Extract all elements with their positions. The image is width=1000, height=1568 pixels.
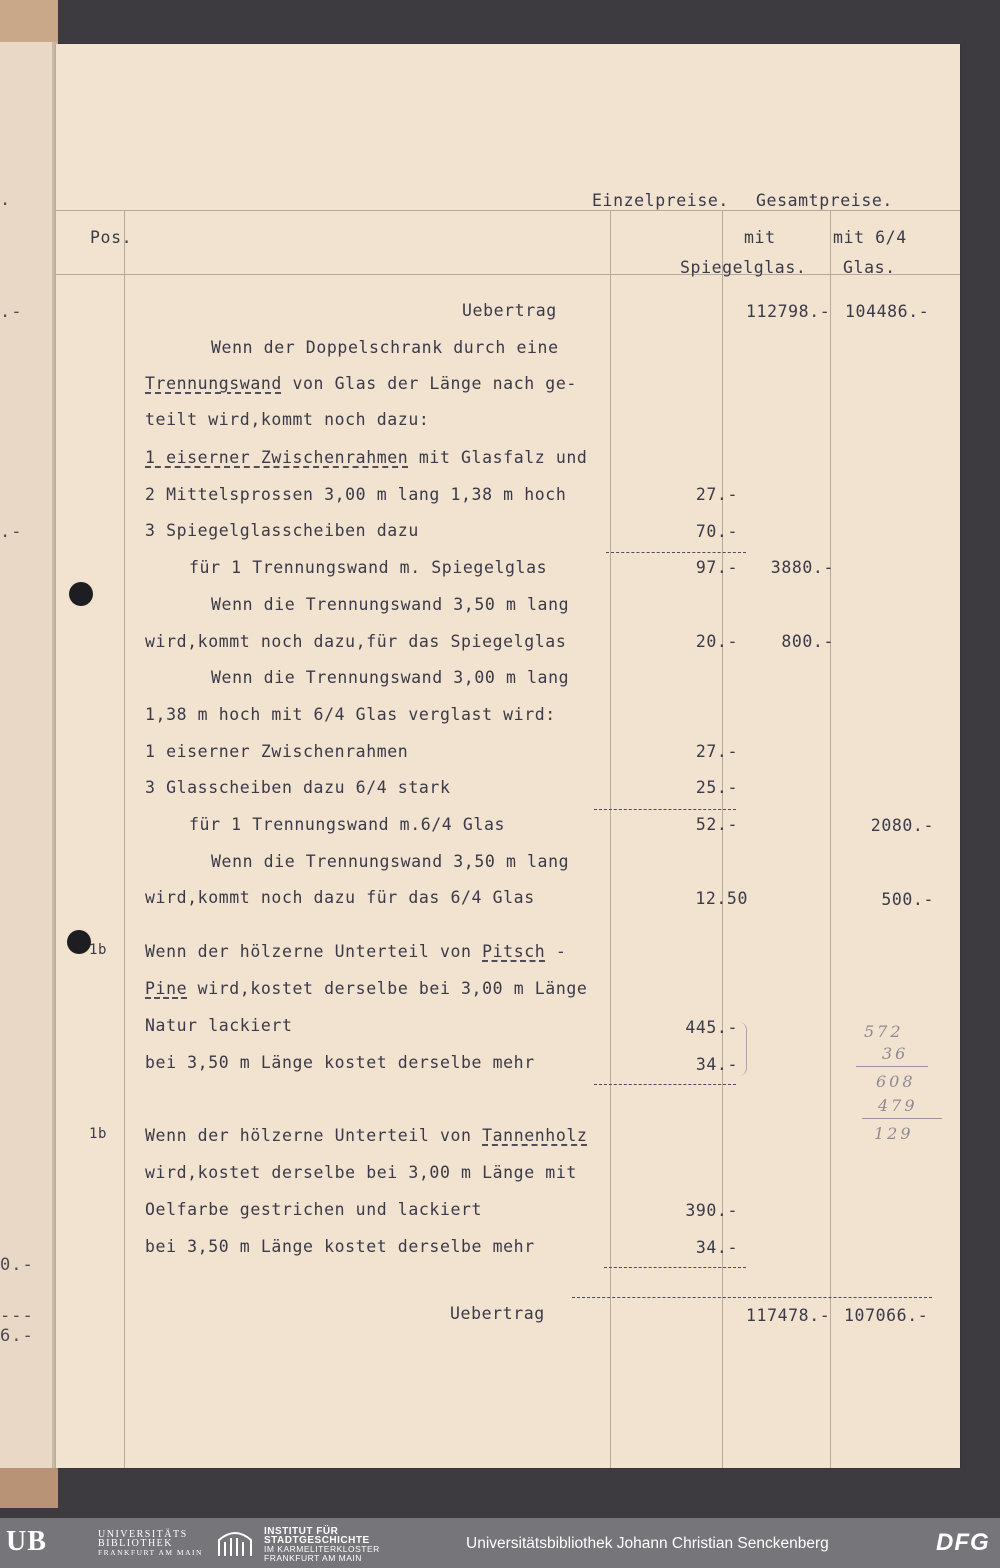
text-line: wird,kostet derselbe bei 3,00 m Länge mit <box>145 1163 577 1182</box>
glas-total: 2080.- <box>870 816 934 835</box>
prev-margin-item: 0.- <box>0 1255 34 1275</box>
pencil-brace <box>738 1022 747 1076</box>
einzelpreis-value: 34.- <box>695 1238 738 1257</box>
einzelpreis-value: 52.- <box>695 815 738 834</box>
text-line: wird,kommt noch dazu für das 6/4 Glas <box>145 888 535 907</box>
ub-logo-line: UNIVERSITÄTS <box>98 1529 188 1540</box>
institute-text <box>264 1527 380 1563</box>
einzelpreis-value: 27.- <box>695 742 738 761</box>
einzelpreis-value: 25.- <box>695 778 738 797</box>
text-segment: von Glas der Länge nach ge- <box>281 374 577 393</box>
document-page <box>56 44 960 1468</box>
binding-tape-bottom <box>0 1468 58 1508</box>
pencil-note: 36 <box>882 1044 909 1063</box>
library-name: Universitätsbibliothek Johann Christian Senckenberg <box>466 1535 829 1552</box>
pencil-rule <box>856 1066 928 1067</box>
text-line: Natur lackiert <box>145 1016 293 1035</box>
text-line: 1,38 m hoch mit 6/4 Glas verglast wird: <box>145 705 556 724</box>
spiegelglas-total: 800.- <box>781 632 834 651</box>
spiegelglas-total: 3880.- <box>770 558 834 577</box>
einzelpreis-value: 20.- <box>695 632 738 651</box>
total-dash-rule <box>572 1297 932 1298</box>
pencil-note: 572 <box>864 1022 904 1041</box>
header-gesamtpreise: Gesamtpreise. <box>756 191 893 210</box>
text-line <box>145 448 587 468</box>
text-line: für 1 Trennungswand m.6/4 Glas <box>189 815 506 834</box>
text-line: Wenn der Doppelschrank durch eine <box>211 338 559 357</box>
pos-number: 1b <box>89 1126 108 1142</box>
text-segment: mit Glasfalz und <box>408 448 588 467</box>
einzelpreis-value: 12.50 <box>695 889 748 908</box>
uebertrag-glas: 107066.- <box>844 1306 929 1325</box>
sum-dash-rule <box>606 552 746 553</box>
institute-logo-icon <box>215 1528 255 1558</box>
pos-column-rule <box>124 210 125 1468</box>
uebertrag-label: Uebertrag <box>450 1304 545 1323</box>
header-glas: Glas. <box>843 258 896 277</box>
sum-dash-rule <box>604 1267 746 1268</box>
header-mit-64: mit 6/4 <box>833 228 907 247</box>
underlined-term: Tannenholz <box>482 1126 588 1145</box>
prev-margin-item: 6.- <box>0 1326 34 1346</box>
header-spiegelglas: Spiegelglas. <box>680 258 807 277</box>
underlined-term: 1 eiserner Zwischenrahmen <box>145 448 409 467</box>
einzelpreis-value: 390.- <box>685 1201 738 1220</box>
uebertrag-spiegelglas: 117478.- <box>746 1306 831 1325</box>
sum-dash-rule <box>594 809 736 810</box>
punch-hole <box>67 930 91 954</box>
ub-logo-line: BIBLIOTHEK <box>98 1538 173 1549</box>
pencil-rule <box>862 1118 942 1119</box>
einzelpreis-value: 445.- <box>685 1018 738 1037</box>
pencil-note: 608 <box>876 1072 916 1091</box>
text-line: für 1 Trennungswand m. Spiegelglas <box>189 558 548 577</box>
text-line: 3 Spiegelglasscheiben dazu <box>145 521 419 540</box>
header-einzelpreise: Einzelpreise. <box>592 191 729 210</box>
footer-bar <box>0 1518 1000 1568</box>
text-line: Wenn die Trennungswand 3,50 m lang <box>211 595 570 614</box>
pencil-note: 479 <box>878 1096 918 1115</box>
text-line: 1 eiserner Zwischenrahmen <box>145 742 409 761</box>
institute-line: STADTGESCHICHTE <box>264 1535 370 1546</box>
binding-tape-top <box>0 0 58 42</box>
spiegelglas-column-rule <box>722 210 723 1468</box>
pos-number: 1b <box>89 942 108 958</box>
text-line <box>145 374 577 394</box>
institute-line: FRANKFURT AM MAIN <box>264 1553 362 1563</box>
text-segment: Wenn der hölzerne Unterteil von <box>145 1126 483 1145</box>
text-line: teilt wird,kommt noch dazu: <box>145 410 430 429</box>
underlined-term: Pine <box>145 979 188 998</box>
prev-margin-item: .- <box>0 302 23 322</box>
uebertrag-spiegelglas: 112798.- <box>746 302 831 321</box>
text-line <box>145 942 566 962</box>
header-rule-bottom <box>56 274 960 275</box>
underlined-term: Trennungswand <box>145 374 282 393</box>
einzelpreis-value: 27.- <box>695 485 738 504</box>
text-line: 3 Glasscheiben dazu 6/4 stark <box>145 778 451 797</box>
text-line: wird,kommt noch dazu,für das Spiegelglas <box>145 632 567 651</box>
einzelpreis-value: 97.- <box>695 558 738 577</box>
glas-column-rule <box>830 210 831 1468</box>
uebertrag-glas: 104486.- <box>845 302 930 321</box>
einzelpreis-value: 34.- <box>695 1055 738 1074</box>
sum-dash-rule <box>594 1084 736 1085</box>
underlined-term: Pitsch <box>482 942 546 961</box>
einzelpreis-value: 70.- <box>695 522 738 541</box>
pencil-note: 129 <box>874 1124 914 1143</box>
prev-margin-item: .- <box>0 522 23 542</box>
institute-line: IM KARMELITERKLOSTER <box>264 1544 380 1554</box>
text-segment: - <box>545 942 567 961</box>
uebertrag-label: Uebertrag <box>462 301 557 320</box>
text-segment: wird,kostet derselbe bei 3,00 m Länge <box>187 979 588 998</box>
text-line <box>145 979 587 999</box>
text-segment: Wenn der hölzerne Unterteil von <box>145 942 483 961</box>
header-pos: Pos. <box>90 228 133 247</box>
text-line: bei 3,50 m Länge kostet derselbe mehr <box>145 1237 535 1256</box>
text-line: 2 Mittelsprossen 3,00 m lang 1,38 m hoch <box>145 485 567 504</box>
punch-hole <box>69 582 93 606</box>
text-line: Wenn die Trennungswand 3,50 m lang <box>211 852 570 871</box>
institute-line: INSTITUT FÜR <box>264 1526 339 1537</box>
header-mit: mit <box>744 228 776 247</box>
prev-margin-item: --- <box>0 1306 34 1326</box>
prev-margin-item: . <box>0 190 12 210</box>
ub-logo-text <box>98 1530 203 1557</box>
text-line <box>145 1126 587 1146</box>
text-line: Wenn die Trennungswand 3,00 m lang <box>211 668 570 687</box>
text-line: bei 3,50 m Länge kostet derselbe mehr <box>145 1053 535 1072</box>
ub-logo: UB <box>6 1526 47 1557</box>
ub-logo-line: FRANKFURT AM MAIN <box>98 1548 203 1557</box>
dfg-logo: DFG <box>936 1529 990 1556</box>
glas-total: 500.- <box>881 890 934 909</box>
einzelpreise-column-rule <box>610 210 611 1468</box>
text-line: Oelfarbe gestrichen und lackiert <box>145 1200 483 1219</box>
